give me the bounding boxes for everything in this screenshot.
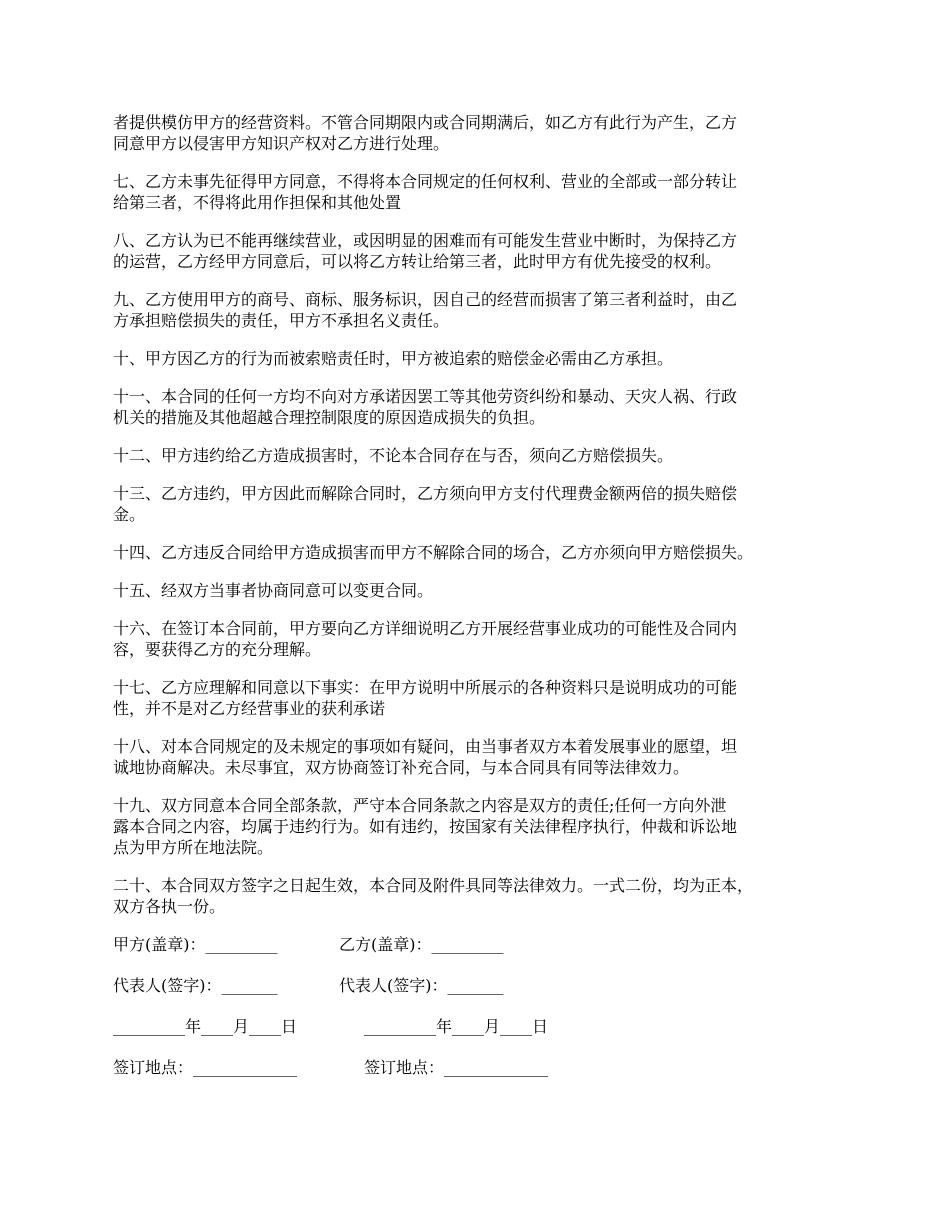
clause-9: 九、乙方使用甲方的商号、商标、服务标识，因自己的经营而损害了第三者利益时，由乙 方承担赔偿损失的责任，甲方不承担名义责任。 (113, 290, 738, 330)
representative-row (113, 975, 843, 996)
clause-20: 二十、本合同双方签字之日起生效，本合同及附件具同等法律效力。一式二份，均为正本， 双方各执一份。 (113, 876, 754, 916)
clause-7: 七、乙方未事先征得甲方同意，不得将本合同规定的任何权利、营业的全部或一部分转让 给第三者，不得将此用作担保和其他处置 (113, 172, 738, 212)
clause-13: 十三、乙方违约，甲方因此而解除合同时，乙方须向甲方支付代理费金额两倍的损失赔偿 金。 (113, 484, 738, 524)
clause-17: 十七、乙方应理解和同意以下事实：在甲方说明中所展示的各种资料只是说明成功的可能 性，并不是对乙方经营事业的获利承诺 (113, 678, 738, 718)
party-b-representative-field: 代表人(签字)：_______ (339, 976, 504, 995)
party-b-seal-field: 乙方(盖章)：_________ (339, 935, 504, 954)
clause-12: 十二、甲方违约给乙方造成损害时，不论本合同存在与否，须向乙方赔偿损失。 (113, 446, 674, 465)
date-row (113, 1016, 843, 1037)
party-b-date-field: _________年____月____日 (364, 1017, 549, 1036)
party-a-representative-field: 代表人(签字)：_______ (113, 976, 278, 995)
clause-11: 十一、本合同的任何一方均不向对方承诺因罢工等其他劳资纠纷和暴动、天灾人祸、行政 机关的措施及其他超越合理控制限度的原因造成损失的负担。 (113, 387, 738, 427)
clause-18: 十八、对本合同规定的及未规定的事项如有疑问，由当事者双方本着发展事业的愿望，坦 诚地协商解决。未尽事宜，双方协商签订补充合同，与本合同具有同等法律效力。 (113, 737, 738, 777)
party-a-seal-field: 甲方(盖章)：_________ (113, 935, 278, 954)
seal-row (113, 934, 843, 955)
clause-16: 十六、在签订本合同前，甲方要向乙方详细说明乙方开展经营事业成功的可能性及合同内 容，要获得乙方的充分理解。 (113, 619, 738, 659)
contract-body (113, 112, 843, 1098)
clause-15: 十五、经双方当事者协商同意可以变更合同。 (113, 581, 434, 600)
clause-14: 十四、乙方违反合同给甲方造成损害而甲方不解除合同的场合，乙方亦须向甲方赔偿损失。 (113, 543, 754, 562)
clause-continuation: 者提供模仿甲方的经营资料。不管合同期限内或合同期满后，如乙方有此行为产生，乙方 同意甲方以侵害甲方知识产权对乙方进行处理。 (113, 113, 738, 153)
party-a-place-field: 签订地点：_____________ (113, 1058, 298, 1077)
clause-10: 十、甲方因乙方的行为而被索赔责任时，甲方被追索的赔偿金必需由乙方承担。 (113, 349, 674, 368)
party-a-date-field: _________年____月____日 (113, 1017, 298, 1036)
party-b-place-field: 签订地点：_____________ (364, 1058, 549, 1077)
clause-19: 十九、双方同意本合同全部条款，严守本合同条款之内容是双方的责任;任何一方向外泄 露本合同之内容，均属于违约行为。如有违约，按国家有关法律程序执行，仲裁和诉讼地 点为甲方所在地法院。 (113, 796, 738, 857)
clause-8: 八、乙方认为已不能再继续营业，或因明显的困难而有可能发生营业中断时，为保持乙方 的运营，乙方经甲方同意后，可以将乙方转让给第三者，此时甲方有优先接受的权利。 (113, 231, 738, 271)
place-row (113, 1057, 843, 1078)
